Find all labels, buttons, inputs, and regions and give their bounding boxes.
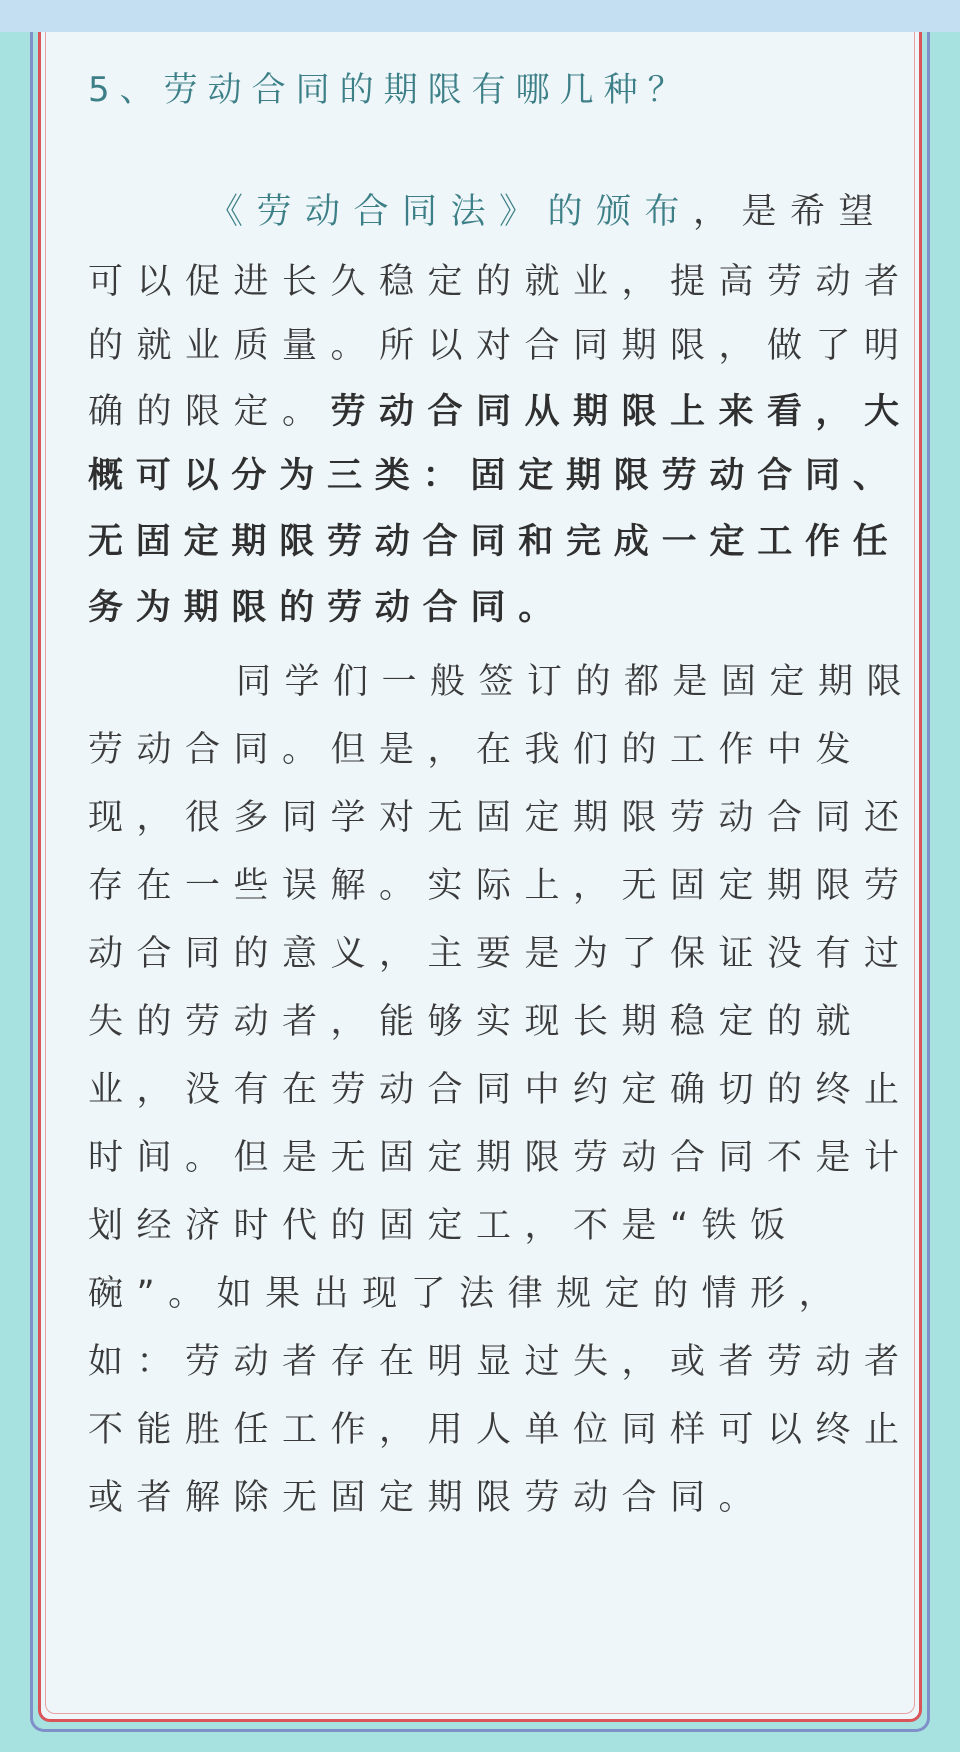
para2-line-9: 划经济时代的固定工，不是“铁饭: [88, 1206, 799, 1246]
para1-line-3: 的就业质量。所以对合同期限，做了明: [88, 326, 913, 366]
para2-line-6: 失的劳动者，能够实现长期稳定的就: [88, 1002, 865, 1042]
para1-bold-line-1: 概可以分为三类：固定期限劳动合同、: [88, 456, 901, 496]
top-bar: [0, 0, 960, 32]
para1-line-1: [208, 192, 887, 232]
para2-line-11: 如：劳动者存在明显过失，或者劳动者: [88, 1342, 913, 1382]
para2-line-4: 存在一些误解。实际上，无固定期限劳: [88, 866, 913, 906]
question-heading: 5、劳动合同的期限有哪几种？: [88, 70, 692, 110]
para2-line-5: 动合同的意义，主要是为了保证没有过: [88, 934, 913, 974]
para2-line-1: 同学们一般签订的都是固定期限: [236, 662, 916, 702]
para2-line-12: 不能胜任工作，用人单位同样可以终止: [88, 1410, 913, 1450]
para1-line-1-rest: ，是希望: [693, 192, 888, 232]
para1-line-4-normal: 确的限定。: [88, 392, 331, 432]
para1-bold-line-2: 无固定期限劳动合同和完成一定工作任: [88, 522, 901, 562]
para2-line-7: 业，没有在劳动合同中约定确切的终止: [88, 1070, 913, 1110]
para1-bold-line-3: 务为期限的劳动合同。: [88, 588, 567, 628]
para1-line-4-bold: 劳动合同从期限上来看，大: [330, 392, 913, 432]
para2-line-2: 劳动合同。但是，在我们的工作中发: [88, 730, 865, 770]
para1-line-4: [88, 392, 913, 432]
para2-line-10: 碗”。如果出现了法律规定的情形，: [88, 1274, 848, 1314]
para1-line-2: 可以促进长久稳定的就业，提高劳动者: [88, 262, 913, 302]
para2-line-13: 或者解除无固定期限劳动合同。: [88, 1478, 768, 1518]
para2-line-8: 时间。但是无固定期限劳动合同不是计: [88, 1138, 913, 1178]
para2-line-3: 现，很多同学对无固定期限劳动合同还: [88, 798, 913, 838]
law-title-highlight: 《劳动合同法》的颁布: [208, 192, 694, 232]
